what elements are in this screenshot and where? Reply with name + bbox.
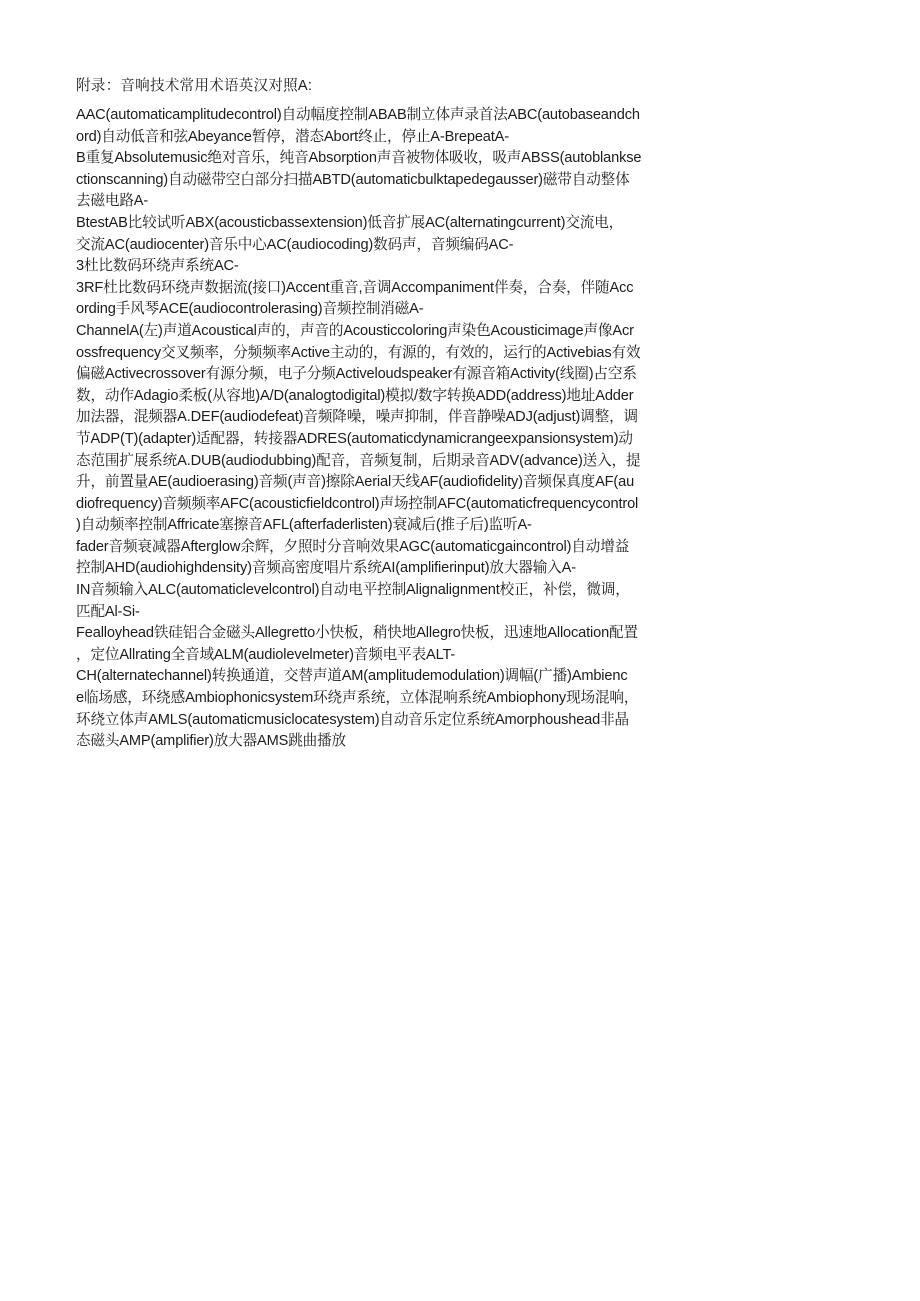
text-line: 节ADP(T)(adapter)适配器，转接器ADRES(automaticdynamicrangeexpansionsystem)动 — [76, 430, 633, 447]
text-line: ording手风琴ACE(audiocontrolerasing)音频控制消磁A- — [76, 301, 424, 318]
text-line: ctionscanning)自动磁带空白部分扫描ABTD(automaticbulktapedegausser)磁带自动整体 — [76, 171, 630, 188]
text-line: ord)自动低音和弦Abeyance暂停，潜态Abort终止，停止A-BrepeatA- — [76, 128, 509, 145]
text-line: 态磁头AMP(amplifier)放大器AMS跳曲播放 — [76, 733, 347, 750]
text-line: IN音频输入ALC(automaticlevelcontrol)自动电平控制Alignalignment校正，补偿，微调， — [76, 582, 630, 599]
text-line: ChannelA(左)声道Acoustical声的，声音的Acousticcoloring声染色Acousticimage声像Acr — [76, 322, 634, 339]
text-line: ossfrequency交叉频率，分频频率Active主动的，有源的，有效的，运行的Activebias有效 — [76, 344, 641, 361]
text-line: 态范围扩展系统A.DUB(audiodubbing)配音，音频复制，后期录音ADV(advance)送入，提 — [76, 452, 641, 469]
text-line: 交流AC(audiocenter)音乐中心AC(audiocoding)数码声，音频编码AC- — [76, 236, 514, 253]
text-line: AAC(automaticamplitudecontrol)自动幅度控制ABAB制立体声录首法ABC(autobaseandch — [76, 107, 640, 123]
text-line: diofrequency)音频频率AFC(acousticfieldcontrol)声场控制AFC(automaticfrequencycontrol — [76, 495, 639, 512]
text-line: ，定位Allrating全音域ALM(audiolevelmeter)音频电平表ALT- — [76, 646, 456, 663]
text-line: CH(alternatechannel)转换通道，交替声道AM(amplitudemodulation)调幅(广播)Ambienc — [76, 668, 628, 685]
text-line: BtestAB比较试听ABX(acousticbassextension)低音扩展AC(alternatingcurrent)交流电， — [76, 214, 624, 231]
text-line: )自动频率控制Affricate塞擦音AFL(afterfaderlisten)衰减后(推子后)监听A- — [76, 517, 532, 534]
text-line: B重复Absolutemusic绝对音乐，纯音Absorption声音被物体吸收，吸声ABSS(autoblankse — [76, 150, 642, 167]
text-line: 加法器，混频器A.DEF(audiodefeat)音频降噪，噪声抑制，伴音静噪ADJ(adjust)调整，调 — [76, 409, 638, 426]
text-line: 匹配Al-Si- — [76, 603, 140, 620]
text-line: 3杜比数码环绕声系统AC- — [76, 258, 239, 275]
text-line: 偏磁Activecrossover有源分频，电子分频Activeloudspeaker有源音箱Activity(线圈)占空系 — [76, 366, 637, 383]
text-line: 升，前置量AE(audioerasing)音频(声音)擦除Aerial天线AF(audiofidelity)音频保真度AF(au — [76, 474, 635, 491]
text-line: 去磁电路A- — [76, 193, 149, 210]
document-content — [76, 76, 736, 753]
text-line: fader音频衰减器Afterglow余辉，夕照时分音响效果AGC(automaticgaincontrol)自动增益 — [76, 538, 630, 555]
text-line: 控制AHD(audiohighdensity)音频高密度唱片系统AI(amplifierinput)放大器输入A- — [76, 560, 576, 577]
text-line: 数，动作Adagio柔板(从容地)A/D(analogtodigital)模拟/数字转换ADD(address)地址Adder — [76, 387, 634, 404]
glossary-text — [76, 105, 736, 753]
appendix-heading: 附录：音响技术常用术语英汉对照A: — [76, 78, 313, 94]
text-line: 环绕立体声AMLS(automaticmusiclocatesystem)自动音乐定位系统Amorphoushead非晶 — [76, 711, 630, 728]
text-line: e临场感，环绕感Ambiophonicsystem环绕声系统，立体混响系统Ambiophony现场混响， — [76, 690, 639, 707]
text-line: 3RF杜比数码环绕声数据流(接口)Accent重音,音调Accompaniment伴奏，合奏，伴随Acc — [76, 279, 634, 296]
text-line: Fealloyhead铁硅铝合金磁头Allegretto小快板，稍快地Allegro快板，迅速地Allocation配置 — [76, 625, 638, 642]
